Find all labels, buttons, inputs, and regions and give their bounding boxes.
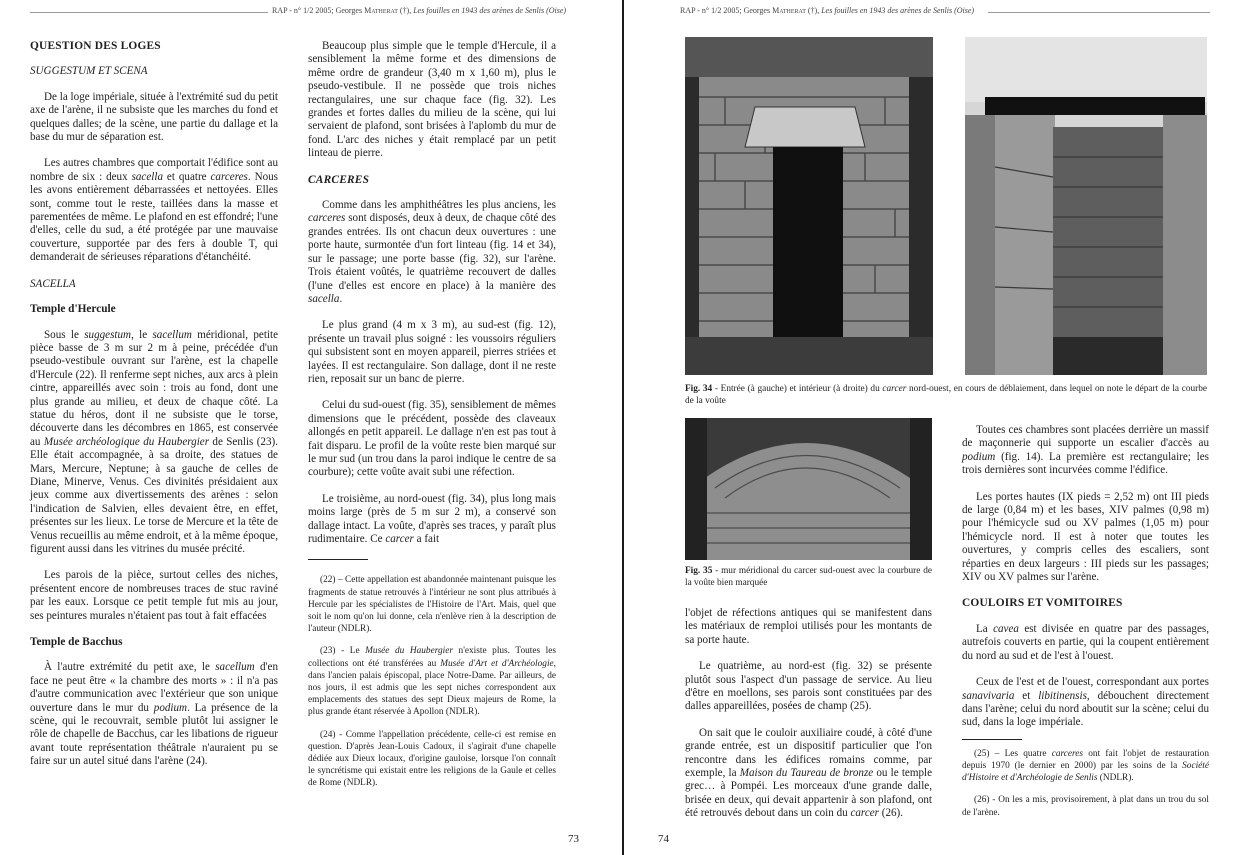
running-header-right: RAP - n° 1/2 2005; Georges Matherat (†), Les fouilles en 1943 des arènes de Senlis (Oise) [680, 6, 975, 15]
vaulted-wall-illustration [685, 418, 932, 560]
footnote-22: (22) – Cette appellation est abandonnée maintenant puisque les fragments de statue retrouvés à l'intérieur ne sont plus attribués à Hercule par les spécialistes de l'Histoire de l'Art. Mais, quel que soit le nom qu'on lui donne, cela n'enlève rien à la description de l'auteur (NDLR). [308, 575, 556, 635]
paragraph: Toutes ces chambres sont placées derrière un massif de maçonnerie qui supporte un escalier d'accès au podium (fig. 14). La première est rectangulaire; les trois dernières sont incurvées comme l'édifice. [962, 424, 1209, 477]
paragraph: À l'autre extrémité du petit axe, le sacellum d'en face ne peut être « la chambre des morts » : il n'a pas d'autre communication avec l'extérieur que son unique ouverture dans le mur du podium. La présence de la scène, qui le recouvrait, semble plutôt lui assigner le rôle de chapelle de Bacchus, car les libations de rigueur avant toute représentation théâtrale n'auraient pu se faire sur un autel situé dans l'arène (24). [30, 661, 278, 768]
footnote-25: (25) – Les quatre carceres ont fait l'objet de restauration depuis 1970 (le dernier en 2000) par les soins de la Société d'Histoire et d'Archéologie de Senlis (NDLR). [962, 748, 1209, 784]
heading-temple-bacchus: Temple de Bacchus [30, 636, 123, 649]
paragraph: Celui du sud-ouest (fig. 35), sensiblement de mêmes dimensions que le précédent, possède des claveaux allongés en petit appareil. Le dallage n'en est pas tout à fait disparu. Le profil de la voûte reste bien marqué sur le mur sud (un trou dans la paroi indique le centre de sa courbure); cette voûte avait subi une réfection. [308, 399, 556, 479]
subheading: SUGGESTUM ET SCENA [30, 65, 148, 78]
footnotes [962, 748, 1209, 819]
left-column-1 [30, 40, 278, 782]
paragraph: Les parois de la pièce, surtout celles des niches, présentent encore de nombreuses traces de stuc raviné par les eaux. Lorsque ce petit temple fut mis au jour, ses peintures murales n'étaient pas tout à fait effacées [30, 569, 278, 622]
stone-passage-illustration [965, 37, 1207, 375]
paragraph: Sous le suggestum, le sacellum méridional, petite pièce basse de 3 m sur 2 m à peine, précédée d'un pseudo-vestibule ouvrant sur l'arène, est la chapelle d'Hercule (22). Il renferme sept niches, aux arcs à plein cintre, appareillés avec soin : trois au fond, dont une plus grande au milieu, et deux de chaque côté. La statue du héros, dont il ne subsiste que le torse, découverte dans les décombres en 1865, est conservée au Musée archéologique du Haubergier de Senlis (23). Elle était accompagnée, à sa droite, des statues de Mars, Mercure, Neptune; à sa gauche de celles de Diane, Minerve, Venus. Ces divinités présidaient aux jeux comme aux divertissements des arènes : selon l'indication de Salvien, elles devaient être, en effet, présentes sur les lieux. Le torse de Mercure et la tête de Venus recueillis au même endroit, et à la même époque, figurent aussi dans les vitrines du musée précité. [30, 328, 278, 555]
left-page [0, 0, 619, 855]
heading-carceres: CARCERES [308, 173, 370, 186]
page-number: 73 [568, 833, 579, 845]
paragraph: Comme dans les amphithéâtres les plus anciens, les carceres sont disposés, deux à deux, de chaque côté des grandes entrées. Ils ont chacun deux ouvertures : une porte haute, surmontée d'un fort linteau (fig. 14 et 34), sur le passage; une porte basse (fig. 32), sur l'arène. Trois étaient voûtés, le quatrième recouvert de dalles (l'une d'elles est encore en place) à la manière des sacella. [308, 199, 556, 305]
paragraph: Le troisième, au nord-ouest (fig. 34), plus long mais moins large (près de 5 m sur 2 m), a conservé son dallage intact. La voûte, d'après ses traces, y paraît plus rudimentaire. Ce carcer a fait [308, 492, 556, 545]
left-column-2 [308, 40, 556, 800]
paragraph: De la loge impériale, située à l'extrémité sud du petit axe de l'arène, il ne subsiste que les marches du fond et quelques dalles; de la scène, une partie du dallage et la base du mur de séparation est. [30, 90, 278, 144]
paragraph: l'objet de réfections antiques qui se manifestent dans les matériaux de remploi utilisés pour les montants de sa porte haute. [685, 607, 932, 646]
footnote-rule [962, 739, 1022, 740]
right-column-2 [962, 424, 1209, 829]
paragraph: Les portes hautes (IX pieds = 2,52 m) ont III pieds de large (0,84 m) et les bases, XIV palmes (0,98 m) pour l'hémicycle sud ou XV palmes (1,05 m) pour l'hémicycle nord. Il est à noter que toutes les ouvertures, y compris celles des escaliers, sont réparties en deux largeurs : III pieds sur les passages; XIV ou XV palmes sur l'arène. [962, 490, 1209, 584]
running-header-left: RAP - n° 1/2 2005; Georges Matherat (†), Les fouilles en 1943 des arènes de Senlis (Oise) [272, 6, 567, 15]
footnote-rule [308, 559, 368, 560]
footnote-24: (24) - Comme l'appellation précédente, celle-ci est remise en question. D'après Jean-Louis Cadoux, il s'agirait d'une chapelle dédiée aux Dieux locaux, d'origine gauloise, lorsque l'on connaît le syncrétisme qui existait entre les religions de la Gaule et celles de Rome (NDLR). [308, 729, 556, 789]
stone-doorway-illustration [685, 37, 933, 375]
header-rule-right [988, 12, 1210, 13]
paragraph: Les autres chambres que comportait l'édifice sont au nombre de six : deux sacella et quatre carceres. Nous les avons entièrement débarrassées et nettoyées. Elles sont, comme tout le reste, taillées dans la masse et parementées de même. Le plafond en est effondré; l'une d'elles, celle du sud, a été protégée par une mauvaise couverture, supportée par des fers à double T, qui demanderait de sérieuses réparations d'étanchéité. [30, 157, 278, 264]
header-rule-left [30, 12, 268, 13]
heading-couloirs: COULOIRS ET VOMITOIRES [962, 597, 1123, 610]
paragraph: Beaucoup plus simple que le temple d'Hercule, il a sensiblement la même forme et des dimensions de même ordre de grandeur (3,40 m x 1,60 m), plus le pseudo-vestibule. Il ne possède que trois niches rectangulaires, une sur chaque face (fig. 32). Les grandes et fortes dalles du milieu de la scène, qui lui servaient de plafond, sont brisées à l'aplomb du mur de fond. L'arc des niches y était remplacé par un petit linteau de pierre. [308, 40, 556, 160]
paragraph: Le quatrième, au nord-est (fig. 32) se présente plutôt sous l'aspect d'un passage de service. Au lieu d'être en moellons, ses parois sont constituées par des dalles appareillées, posées de champ (25). [685, 660, 932, 713]
section-heading: QUESTION DES LOGES [30, 40, 161, 52]
footnote-23: (23) - Le Musée du Haubergier n'existe plus. Toutes les collections ont été transférées au Musée d'Art et d'Archéologie, dans l'ancien palais épiscopal, place Notre-Dame. Par ailleurs, de nos jours, il est admis que les sept niches correspondent aux emplacements des statues des sept Dieux majeurs de Rome, la plus grande étant réservée à Apollon (NDLR). [308, 646, 556, 718]
fig34-caption: Fig. 34 - Entrée (à gauche) et intérieur (à droite) du carcer nord-ouest, en cours de déblaiement, dans lequel on note le départ de la courbe de la voûte [685, 384, 1208, 406]
fig34-photo-interior [965, 37, 1207, 375]
heading-temple-hercule: Temple d'Hercule [30, 303, 116, 316]
footnotes [308, 574, 556, 789]
right-page [628, 0, 1239, 855]
page-number: 74 [658, 833, 669, 845]
page-gutter [619, 0, 628, 855]
fig35-photo [685, 418, 932, 560]
paragraph: La cavea est divisée en quatre par des passages, autrefois couverts en partie, qui la coupent entièrement du nord au sud et de l'est à l'ouest. [962, 622, 1209, 662]
fig35-caption: Fig. 35 - mur méridional du carcer sud-ouest avec la courbure de la voûte bien marquée [685, 566, 932, 588]
paragraph: Le plus grand (4 m x 3 m), au sud-est (fig. 12), présente un travail plus soigné : les voussoirs réguliers qui subsistent sont en moyen appareil, pierres striées et layées. Il est rectangulaire. Son dallage, dont il ne reste rien, reposait sur un banc de pierre. [308, 319, 556, 385]
paragraph: Ceux de l'est et de l'ouest, correspondant aux portes sanavivaria et libitinensis, débouchent directement dans l'arène; celui du nord aboutit sur la scène; celui du sud, dans la loge impériale. [962, 676, 1209, 729]
fig34-photo-entrance [685, 37, 933, 375]
paragraph: On sait que le couloir auxiliaire coudé, à côté d'une grande entrée, est un dispositif particulier que l'on rencontre dans les édifices romains comme, par exemple, la Maison du Taureau de bronze ou le temple grec… à Pompéi. Les morceaux d'une grande dalle, brisée en deux, qui devait appartenir à son plafond, ont été retrouvés debout dans un coin du carcer (26). [685, 726, 933, 820]
subheading-sacella: SACELLA [30, 277, 76, 290]
right-column-1 [685, 607, 932, 834]
footnote-26: (26) - On les a mis, provisoirement, à plat dans un trou du sol de l'arène. [962, 795, 1209, 818]
